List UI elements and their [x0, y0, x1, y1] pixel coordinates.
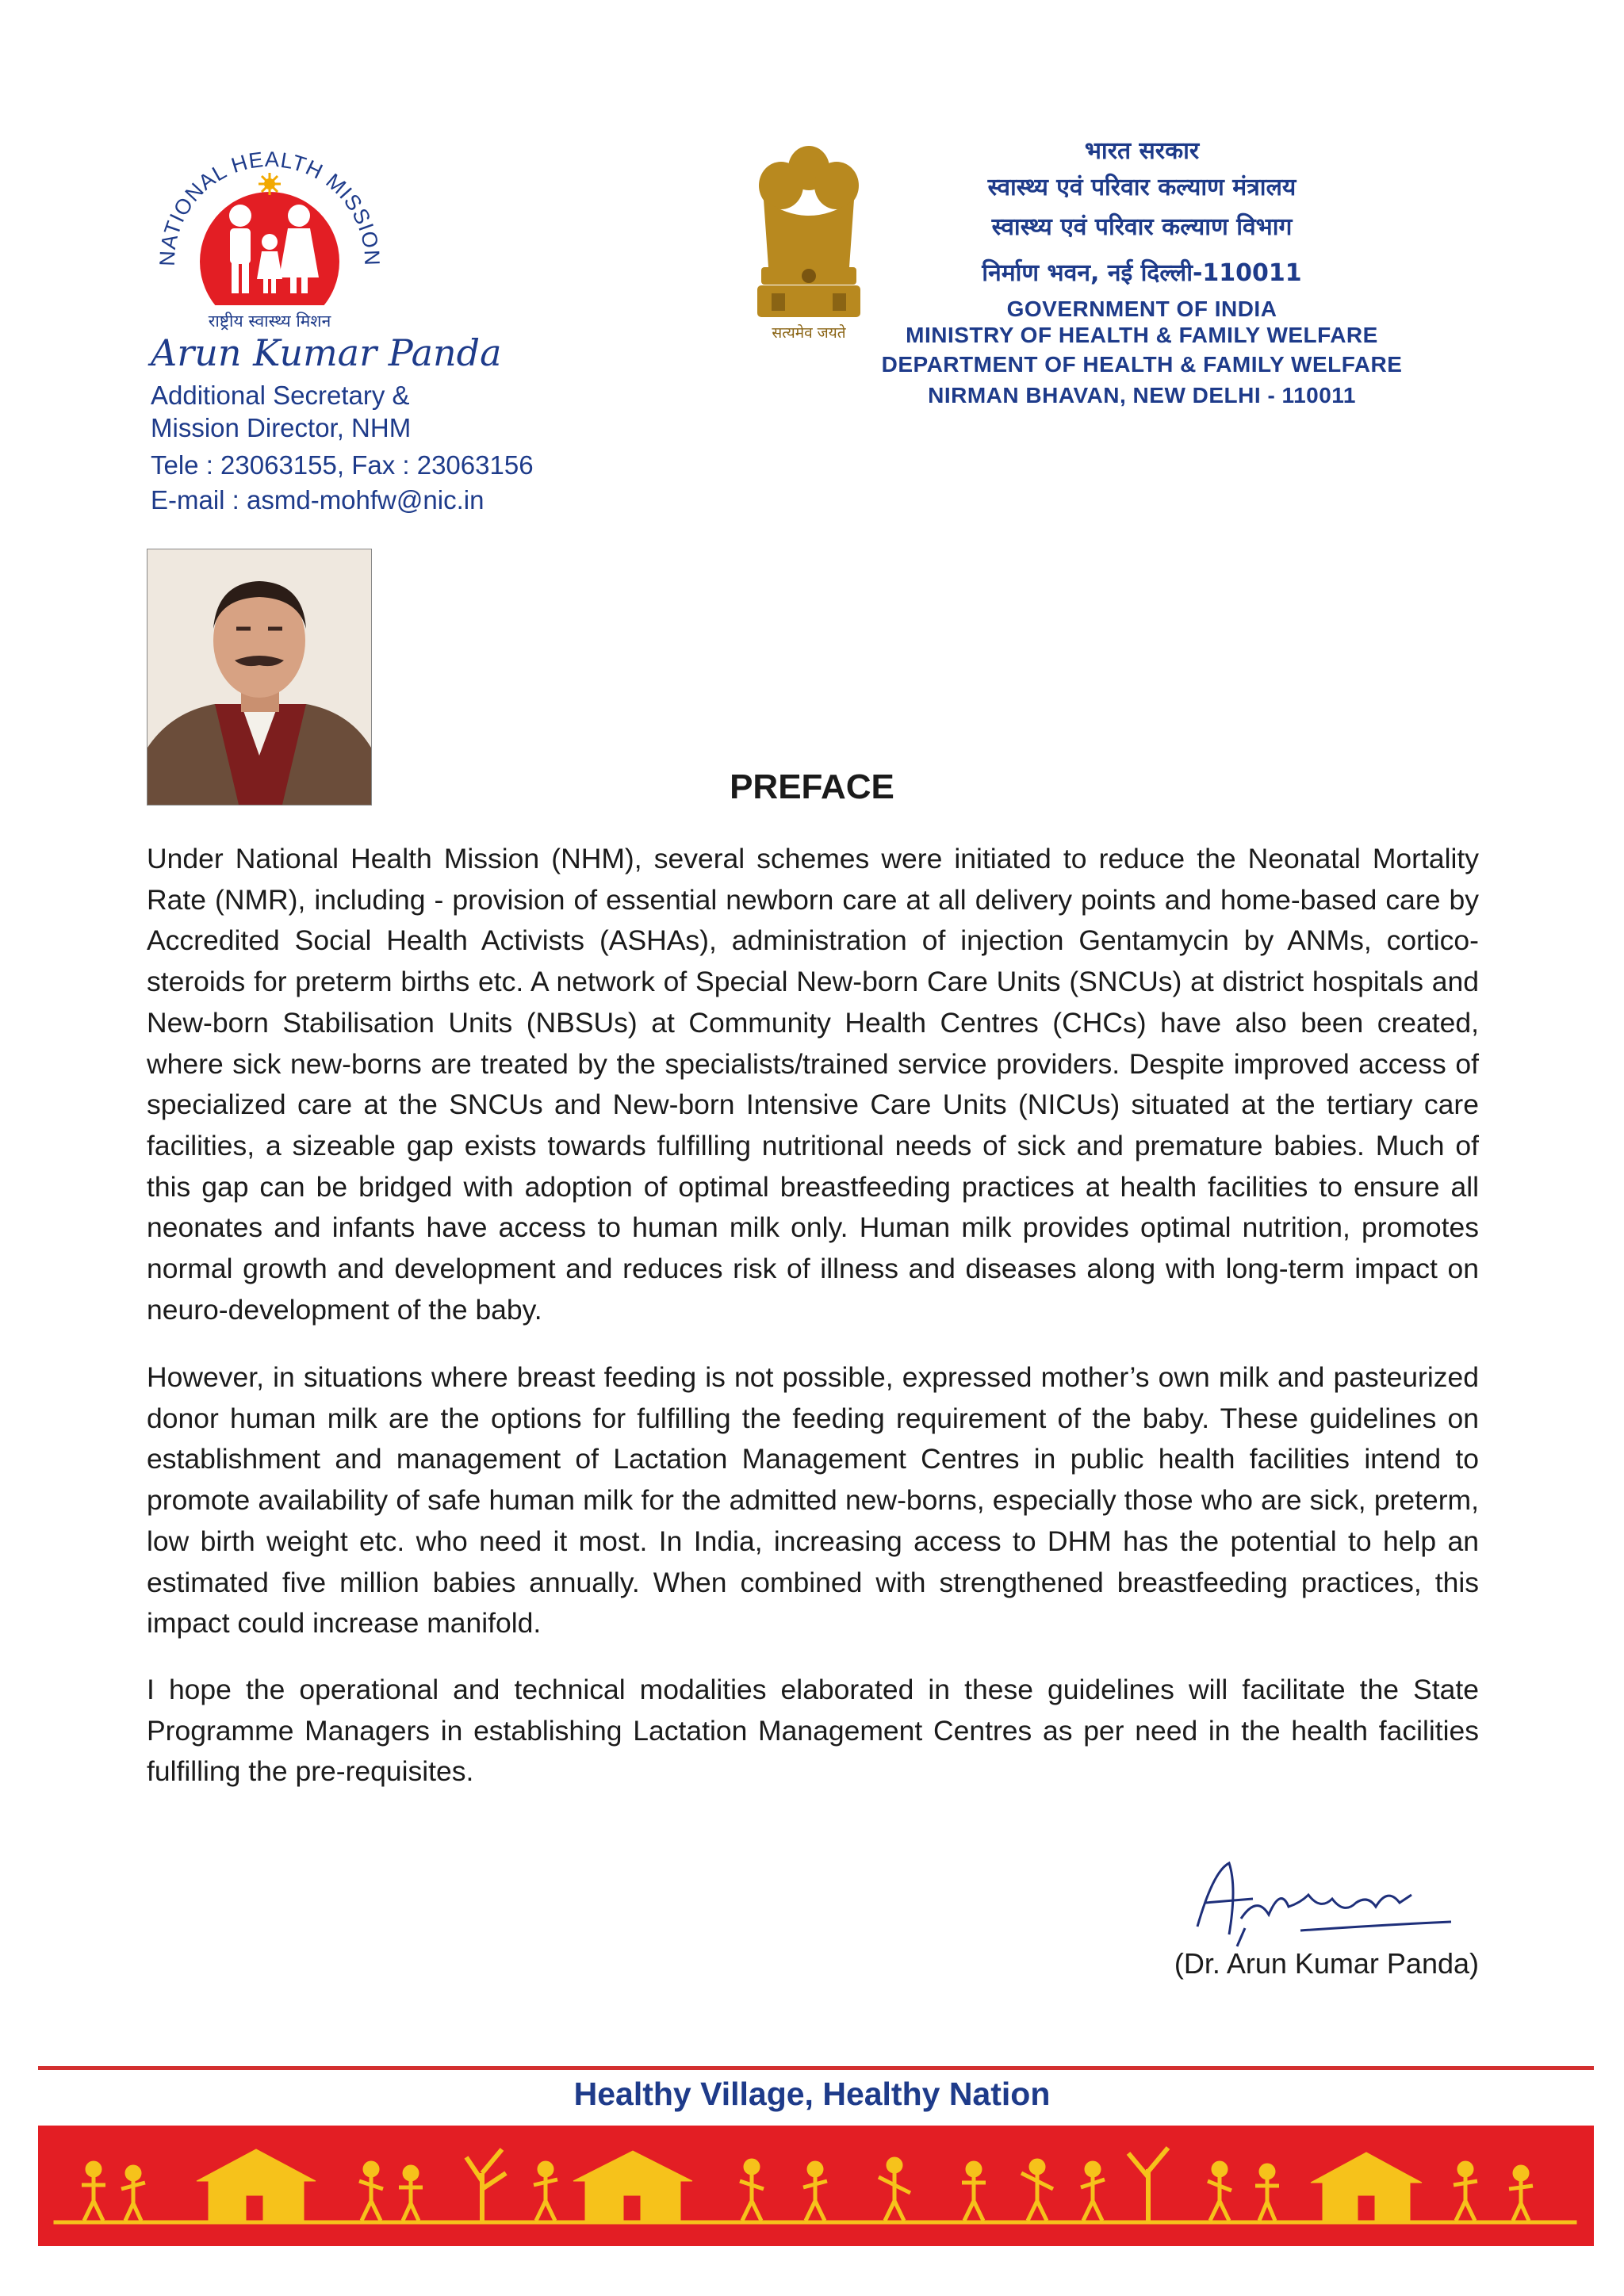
- preface-title: PREFACE: [730, 767, 894, 806]
- nhm-logo: [143, 143, 396, 341]
- nhm-arc-text: NATIONAL HEALTH MISSION: [155, 147, 385, 267]
- footer-rule: [38, 2066, 1594, 2070]
- signature-scrawl: [1182, 1839, 1467, 1950]
- officer-email[interactable]: E-mail : asmd-mohfw@nic.in: [151, 485, 485, 515]
- sun-icon: [259, 173, 281, 195]
- gov-english-line4: NIRMAN BHAVAN, NEW DELHI - 110011: [928, 383, 1356, 408]
- portrait-image: [147, 549, 371, 805]
- officer-name: Arun Kumar Panda: [151, 331, 502, 374]
- preface-paragraph-3: I hope the operational and technical modalities elaborated in these guidelines will facilitate the State Programme Managers in establishing Lactation Management Centres as per need in the health facilities fulfilling the pre-requisites.: [147, 1674, 1479, 1788]
- gov-english-line1: GOVERNMENT OF INDIA: [1006, 297, 1277, 321]
- village-art-illustration: [38, 2126, 1594, 2246]
- national-emblem: [749, 136, 868, 344]
- officer-title-line2: Mission Director, NHM: [151, 413, 412, 442]
- gov-hindi-line1: भारत सरकार: [1084, 137, 1200, 165]
- gov-hindi-line4: निर्माण भवन, नई दिल्ली-110011: [982, 259, 1302, 287]
- nhm-hindi-text: राष्ट्रीय स्वास्थ्य मिशन: [208, 312, 331, 331]
- lion-capital-icon: [757, 146, 860, 317]
- preface-paragraph-1: Under National Health Mission (NHM), several schemes were initiated to reduce the Neonatal Mortality Rate (NMR), including - provision of essential newborn care at all delivery points and home-based care by Accredited Social Health Activists (ASHAs), administration of injection Gentamycin by ANMs, cortico-steroids for preterm births etc. A network of Special New-born Care Units (SNCUs) at district hospitals and New-born Stabilisation Units (NBSUs) at Community Health Centres (CHCs) have also been created, where sick new-borns are treated by the specialists/trained service providers. Despite improved access of specialized care at the SNCUs and New-born Intensive Care Units (NICUs) situated at the tertiary care facilities, a sizeable gap exists towards fulfilling nutritional needs of sick and premature babies. Much of this gap can be bridged with adoption of optimal breastfeeding practices at health facilities to ensure all neonates and infants have access to human milk only. Human milk provides optimal nutrition, promotes normal growth and development and reduces risk of illness and diseases along with long-term impact on neuro-development of the baby.: [147, 843, 1479, 1326]
- footer-slogan: Healthy Village, Healthy Nation: [573, 2076, 1051, 2112]
- gov-hindi-line3: स्वास्थ्य एवं परिवार कल्याण विभाग: [991, 213, 1293, 241]
- gov-english-line3: DEPARTMENT OF HEALTH & FAMILY WELFARE: [881, 352, 1403, 377]
- gov-english-line2: MINISTRY OF HEALTH & FAMILY WELFARE: [906, 323, 1378, 347]
- preface-paragraph-2: However, in situations where breast feeding is not possible, expressed mother’s own milk and pasteurized donor human milk are the options for fulfilling the feeding requirement of the baby. These guidelines on establishment and management of Lactation Management Centres in public health facilities intend to promote availability of safe human milk for the admitted new-borns, especially those who are sick, preterm, low birth weight etc. who need it most. In India, increasing access to DHM has the potential to help an estimated five million babies annually. When combined with strengthened breastfeeding practices, this impact could increase manifold.: [147, 1361, 1479, 1640]
- officer-phone: Tele : 23063155, Fax : 23063156: [151, 450, 534, 480]
- gov-hindi-line2: स्वास्थ्य एवं परिवार कल्याण मंत्रालय: [987, 174, 1297, 201]
- signature-name: (Dr. Arun Kumar Panda): [1174, 1947, 1479, 1980]
- emblem-motto: सत्यमेव जयते: [772, 324, 846, 342]
- officer-title-line1: Additional Secretary &: [151, 381, 410, 410]
- footer-art-band: [38, 2126, 1594, 2246]
